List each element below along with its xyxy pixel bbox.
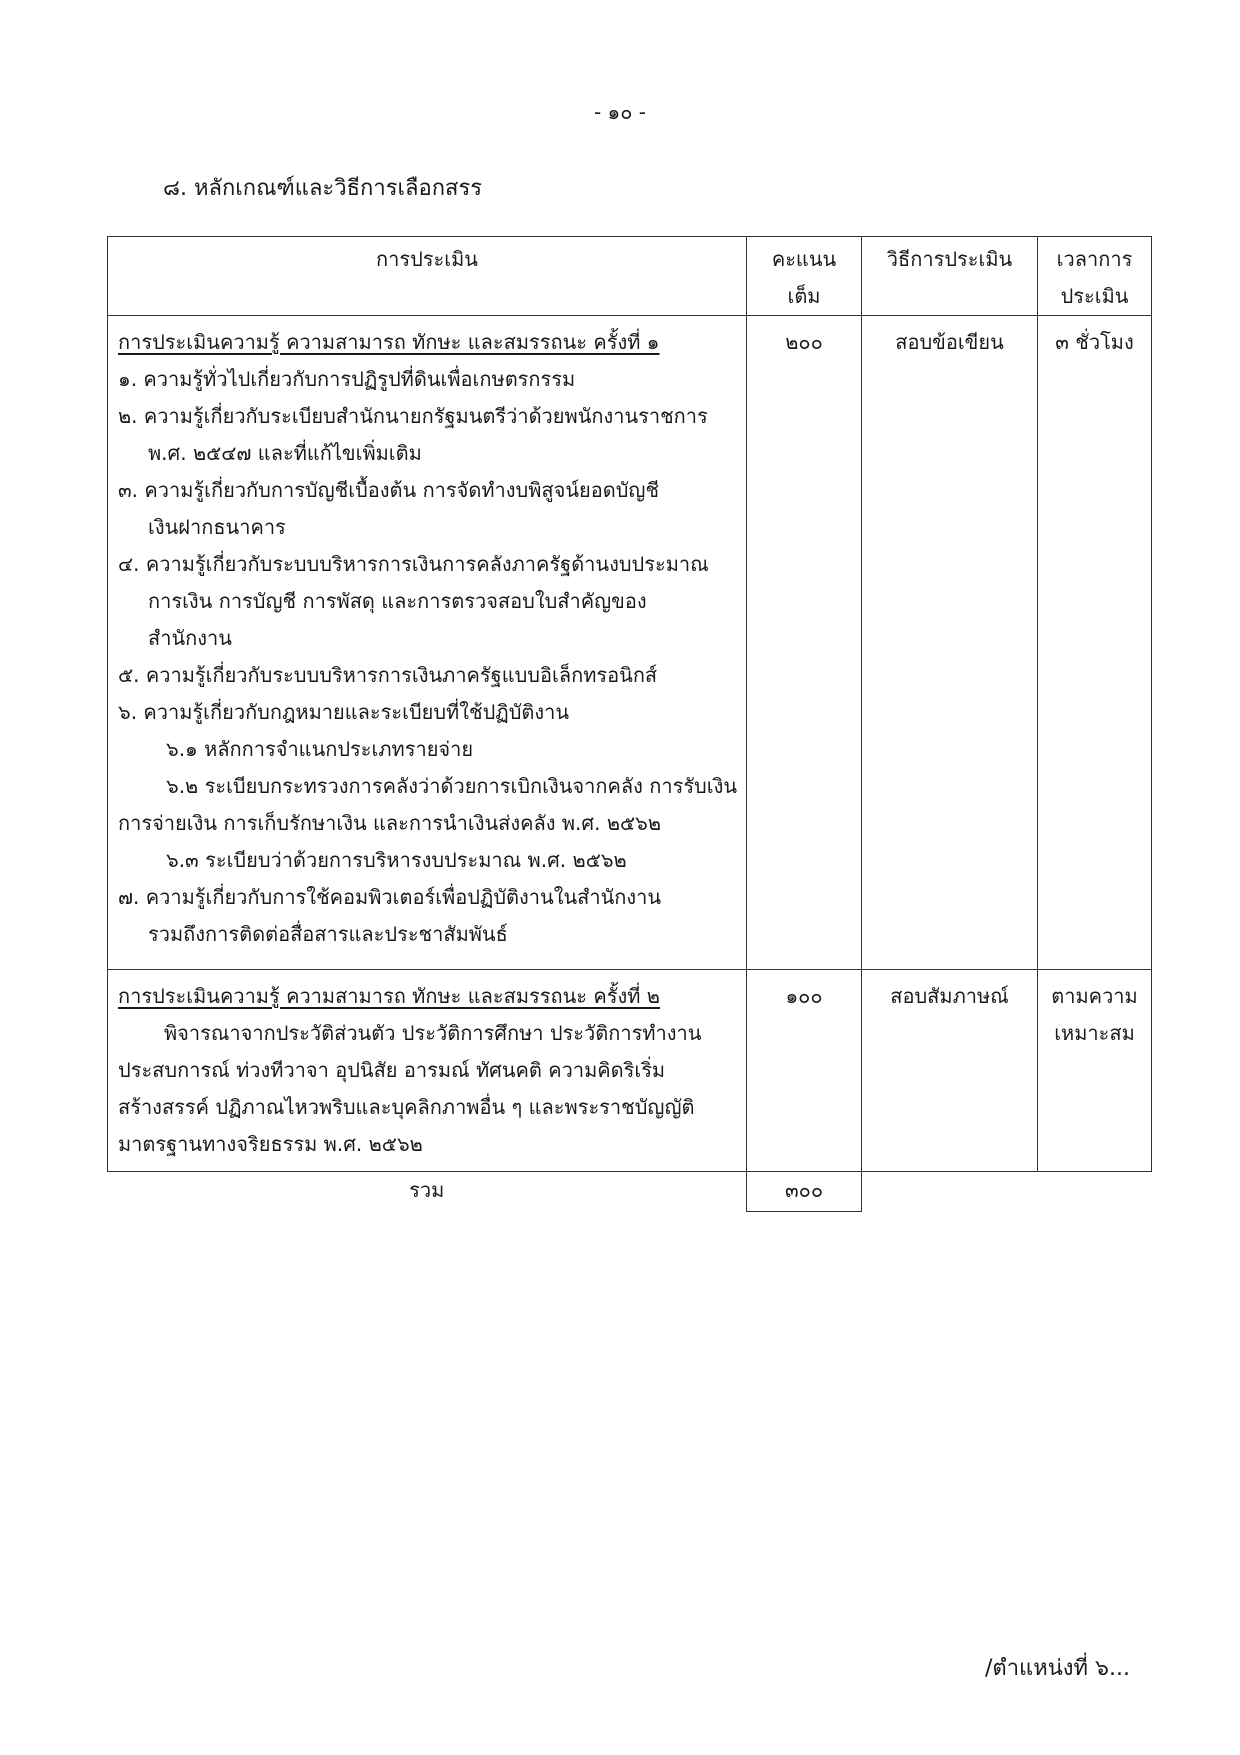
criteria-line: สร้างสรรค์ ปฏิภาณไหวพริบและบุคลิกภาพอื่น ๆ และพระราชบัญญัติ <box>118 1095 695 1119</box>
row-title: การประเมินความรู้ ความสามารถ ทักษะ และสมรรถนะ ครั้งที่ ๒ <box>118 984 660 1008</box>
criteria-line: พิจารณาจากประวัติส่วนตัว ประวัติการศึกษา ประวัติการทำงาน <box>164 1021 702 1045</box>
table-row <box>108 970 1152 1172</box>
score-cell: ๒๐๐ <box>747 316 862 970</box>
row-title: การประเมินความรู้ ความสามารถ ทักษะ และสมรรถนะ ครั้งที่ ๑ <box>118 330 660 354</box>
section-heading: ๘. หลักเกณฑ์และวิธีการเลือกสรร <box>163 176 483 201</box>
criteria-line: ๖.๓ ระเบียบว่าด้วยการบริหารงบประมาณ พ.ศ. ๒๕๖๒ <box>166 848 627 872</box>
method-cell: สอบสัมภาษณ์ <box>862 970 1038 1172</box>
criteria-cell <box>108 316 747 970</box>
criteria-line: ๕. ความรู้เกี่ยวกับระบบบริหารการเงินภาครัฐแบบอิเล็กทรอนิกส์ <box>118 663 658 687</box>
header-method: วิธีการประเมิน <box>862 237 1038 316</box>
footer-note: /ตำแหน่งที่ ๖... <box>985 1656 1130 1681</box>
total-label: รวม <box>409 1178 445 1202</box>
score-cell: ๑๐๐ <box>747 970 862 1172</box>
criteria-line: พ.ศ. ๒๕๔๗ และที่แก้ไขเพิ่มเติม <box>148 441 422 465</box>
criteria-line: ๔. ความรู้เกี่ยวกับระบบบริหารการเงินการคลังภาครัฐด้านงบประมาณ <box>118 552 709 576</box>
criteria-line: ๖. ความรู้เกี่ยวกับกฎหมายและระเบียบที่ใช้ปฏิบัติงาน <box>118 700 570 724</box>
criteria-line: เงินฝากธนาคาร <box>148 515 286 539</box>
criteria-cell <box>108 970 747 1172</box>
method-cell: สอบข้อเขียน <box>862 316 1038 970</box>
time-cell: ตามความ เหมาะสม <box>1038 970 1152 1172</box>
criteria-line: มาตรฐานทางจริยธรรม พ.ศ. ๒๕๖๒ <box>118 1132 423 1156</box>
criteria-line: ๖.๑ หลักการจำแนกประเภทรายจ่าย <box>166 737 474 761</box>
header-time: เวลาการ ประเมิน <box>1038 237 1152 316</box>
total-row <box>108 1172 1152 1212</box>
criteria-line: ๒. ความรู้เกี่ยวกับระเบียบสำนักนายกรัฐมนตรีว่าด้วยพนักงานราชการ <box>118 404 708 428</box>
table-header-row <box>108 237 1152 316</box>
criteria-line: ๑. ความรู้ทั่วไปเกี่ยวกับการปฏิรูปที่ดินเพื่อเกษตรกรรม <box>118 367 576 391</box>
criteria-line: การจ่ายเงิน การเก็บรักษาเงิน และการนำเงินส่งคลัง พ.ศ. ๒๕๖๒ <box>118 811 662 835</box>
table-row <box>108 316 1152 970</box>
criteria-line: รวมถึงการติดต่อสื่อสารและประชาสัมพันธ์ <box>148 922 508 946</box>
time-cell: ๓ ชั่วโมง <box>1038 316 1152 970</box>
evaluation-table <box>107 236 1152 1212</box>
page-number: - ๑๐ - <box>593 100 647 124</box>
header-score: คะแนน เต็ม <box>747 237 862 316</box>
total-score: ๓๐๐ <box>747 1172 862 1212</box>
header-criteria: การประเมิน <box>108 237 747 316</box>
criteria-line: ประสบการณ์ ท่วงทีวาจา อุปนิสัย อารมณ์ ทัศนคติ ความคิดริเริ่ม <box>118 1058 666 1082</box>
criteria-line: ๓. ความรู้เกี่ยวกับการบัญชีเบื้องต้น การจัดทำงบพิสูจน์ยอดบัญชี <box>118 478 660 502</box>
criteria-line: ๗. ความรู้เกี่ยวกับการใช้คอมพิวเตอร์เพื่อปฏิบัติงานในสำนักงาน <box>118 885 662 909</box>
criteria-line: การเงิน การบัญชี การพัสดุ และการตรวจสอบใบสำคัญของ <box>148 589 647 613</box>
criteria-line: ๖.๒ ระเบียบกระทรวงการคลังว่าด้วยการเบิกเงินจากคลัง การรับเงิน <box>166 774 738 798</box>
criteria-line: สำนักงาน <box>148 626 232 650</box>
